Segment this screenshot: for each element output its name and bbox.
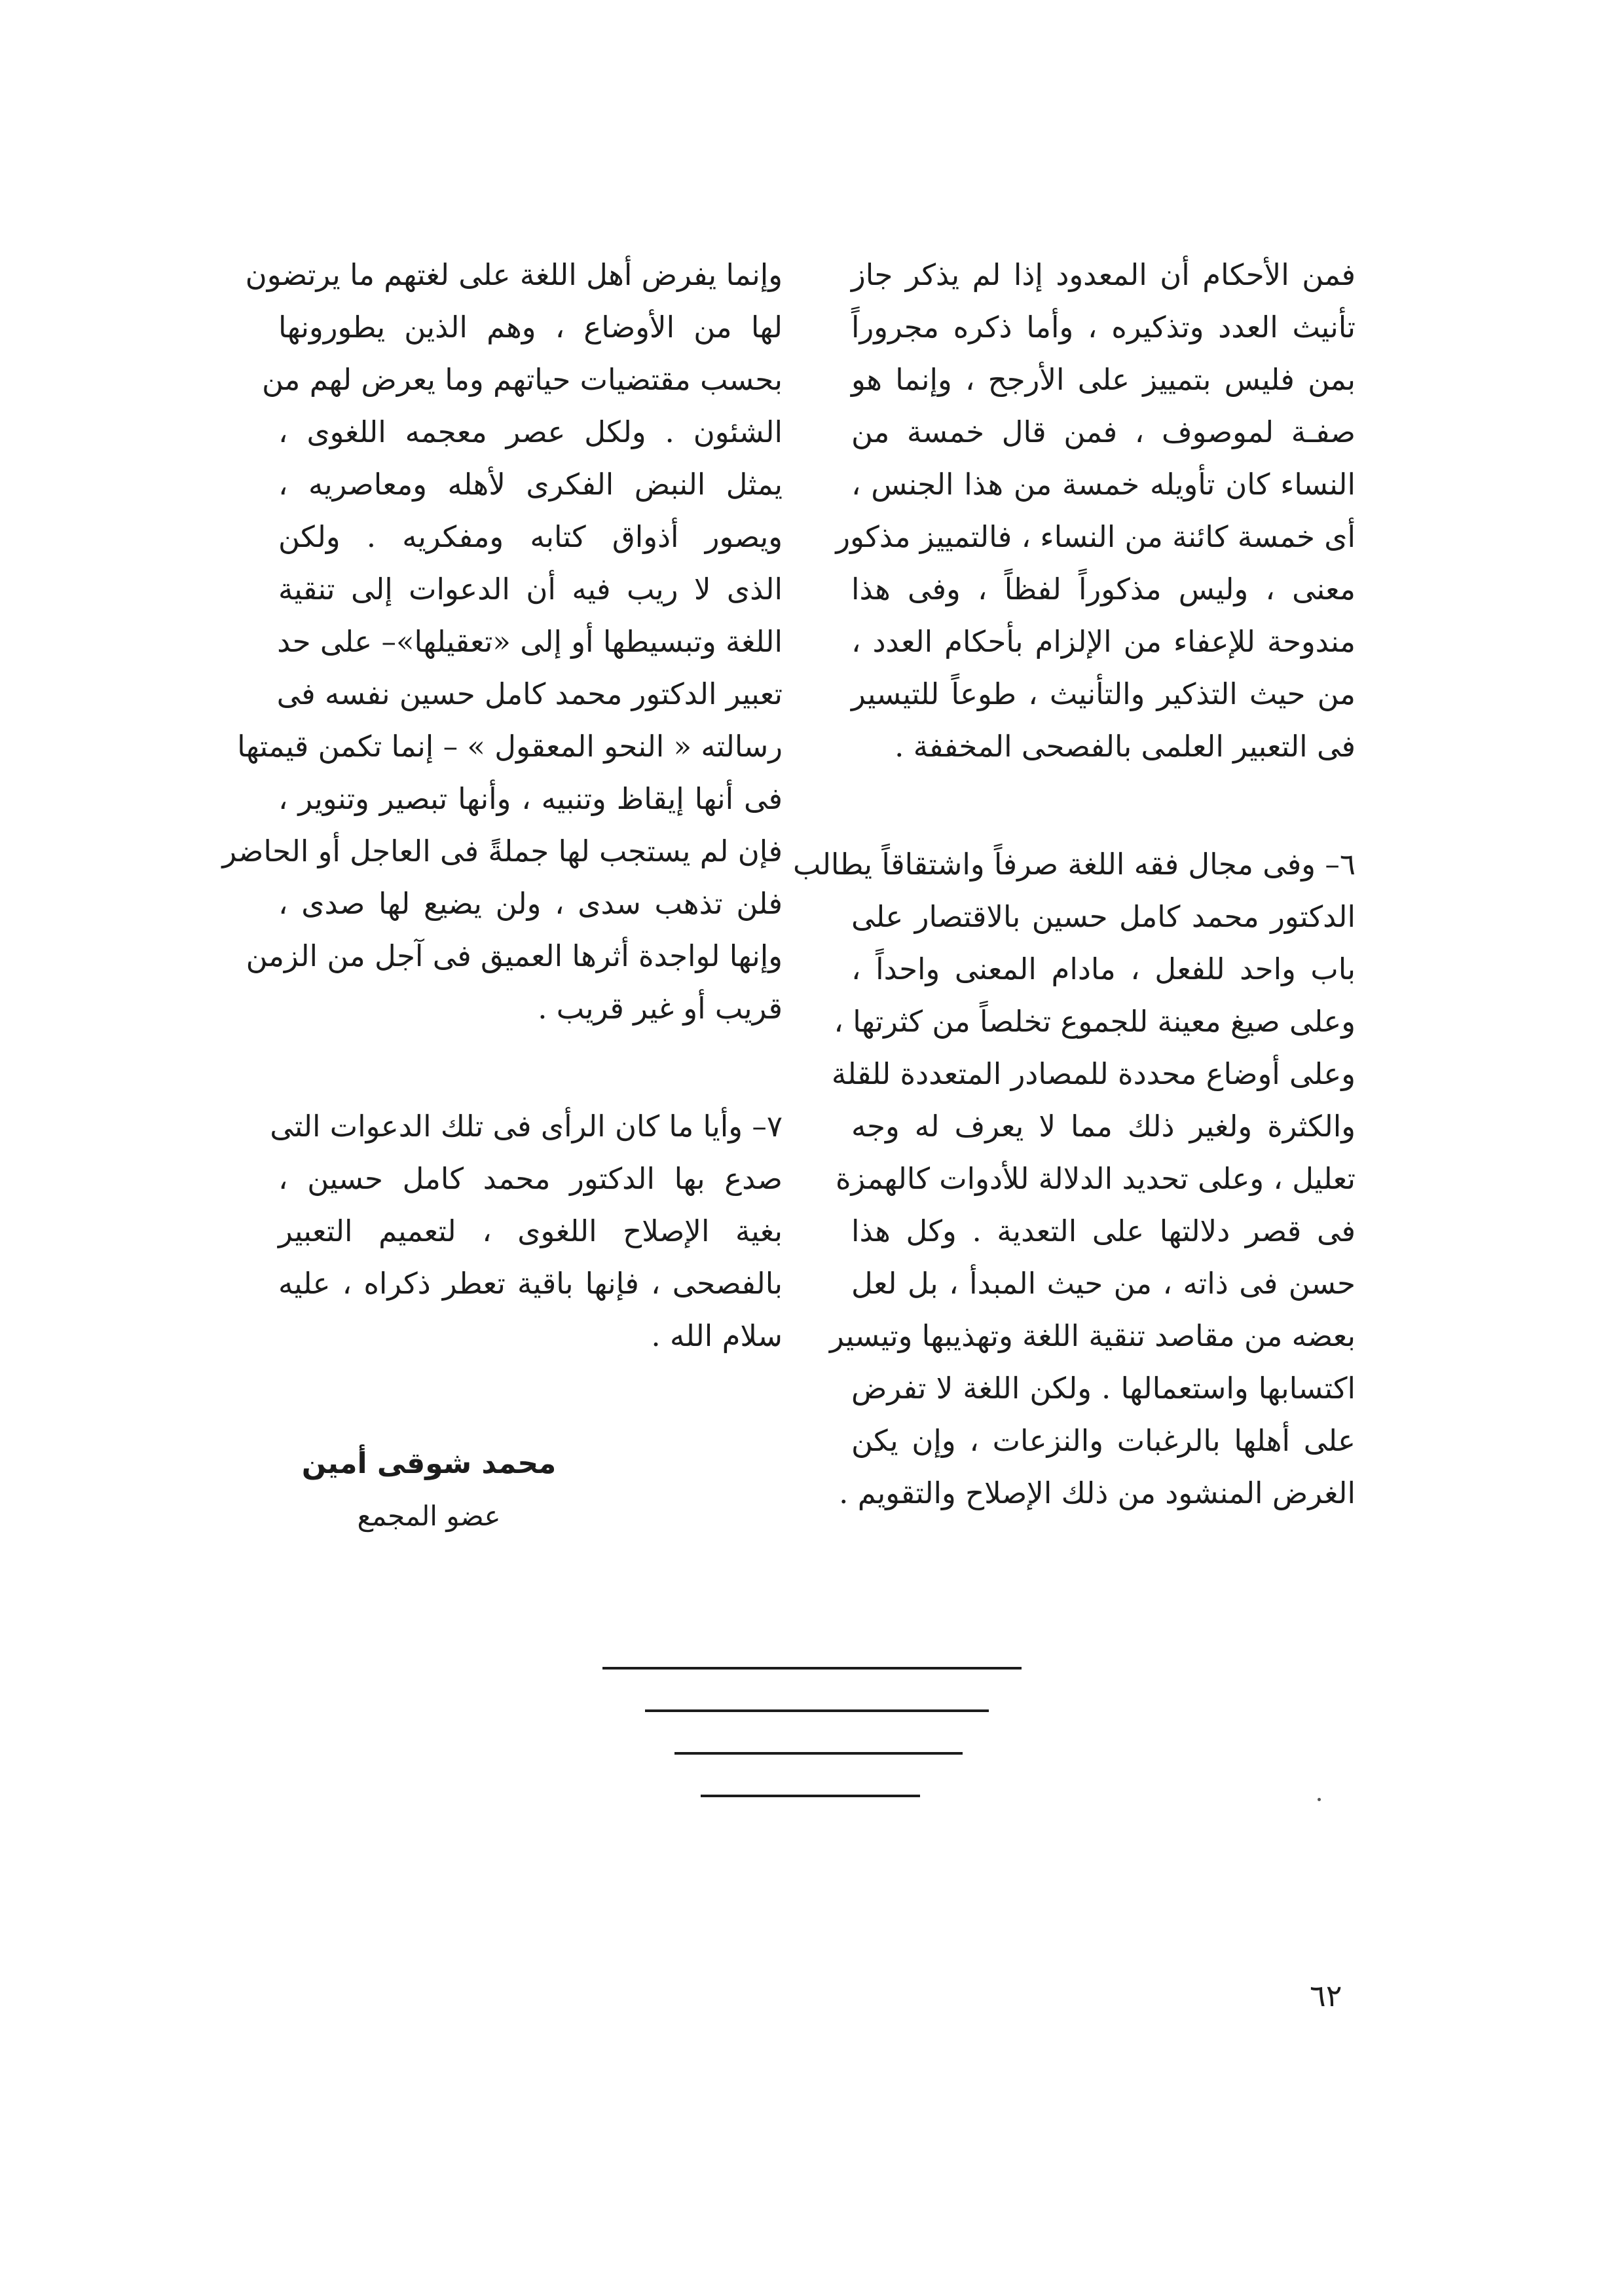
text-line: وعلى أوضاع محددة للمصادر المتعددة للقلة [831, 1056, 1356, 1091]
paragraph-6-fiqh-al-lugha [793, 838, 1356, 1520]
text-line: والكثرة ولغير ذلك مما لا يعرف له وجه [851, 1109, 1356, 1144]
text-line: بغية الإصلاح اللغوى ، لتعميم التعبير [278, 1214, 783, 1248]
text-line: يمثل النبض الفكرى لأهله ومعاصريه ، [278, 467, 783, 502]
divider-rule [701, 1795, 920, 1797]
text-line: قريب أو غير قريب . [538, 991, 783, 1026]
text-line: فإن لم يستجب لها جملةً فى العاجل أو الحاضر [222, 834, 783, 868]
text-line: ٦– وفى مجال فقه اللغة صرفاً واشتقاقاً يطالب [793, 847, 1356, 882]
text-line: الغرض المنشود من ذلك الإصلاح والتقويم . [839, 1476, 1356, 1510]
text-line: اكتسابها واستعمالها . ولكن اللغة لا تفرض [851, 1371, 1356, 1406]
text-line: اللغة وتبسيطها أو إلى «تعقيلها»– على حد [277, 624, 783, 659]
author-name: محمد شوقى أمين [301, 1447, 557, 1480]
text-line: تعليل ، وعلى تحديد الدلالة للأدوات كالهمزة [835, 1161, 1356, 1196]
text-line: بحسب مقتضيات حياتهم وما يعرض لهم من [262, 362, 783, 397]
text-line: حسن فى ذاته ، من حيث المبدأ ، بل لعل [851, 1266, 1356, 1301]
text-line: فمن الأحكام أن المعدود إذا لم يذكر جاز [851, 257, 1356, 292]
author-title: عضو المجمع [357, 1500, 501, 1532]
text-line: من حيث التذكير والتأنيث ، طوعاً للتيسير [851, 677, 1356, 711]
text-line: باب واحد للفعل ، مادام المعنى واحداً ، [851, 952, 1356, 986]
scan-speck [1318, 1798, 1321, 1801]
text-line: على أهلها بالرغبات والنزعات ، وإن يكن [851, 1423, 1356, 1458]
author-signature [278, 1438, 580, 1542]
text-line: الدكتور محمد كامل حسين بالاقتصار على [851, 899, 1356, 934]
text-line: وإنما يفرض أهل اللغة على لغتهم ما يرتضون [245, 257, 783, 292]
text-line: بعضه من مقاصد تنقية اللغة وتهذيبها وتيسير [829, 1318, 1356, 1353]
text-line: وإنها لواجدة أثرها العميق فى آجل من الزمن [246, 939, 783, 973]
divider-rule [674, 1752, 963, 1755]
text-line: تعبير الدكتور محمد كامل حسين نفسه فى [276, 677, 783, 711]
text-line: معنى ، وليس مذكوراً لفظاً ، وفى هذا [851, 572, 1356, 606]
paragraph-continuation [222, 249, 783, 1035]
text-line: سلام الله . [651, 1318, 783, 1353]
text-line: مندوحة للإعفاء من الإلزام بأحكام العدد ، [851, 624, 1356, 659]
text-line: فى التعبير العلمى بالفصحى المخففة . [895, 729, 1356, 764]
right-column [793, 249, 1356, 1520]
divider-rule [602, 1667, 1022, 1670]
text-line: فلن تذهب سدى ، ولن يضيع لها صدى ، [278, 886, 783, 921]
paragraph-7-conclusion [270, 1100, 783, 1362]
text-line: لها من الأوضاع ، وهم الذين يطورونها [278, 310, 783, 345]
text-line: الذى لا ريب فيه أن الدعوات إلى تنقية [278, 572, 783, 606]
text-line: تأنيث العدد وتذكيره ، وأما ذكره مجروراً [851, 310, 1356, 345]
text-line: وعلى صيغ معينة للجموع تخلصاً من كثرتها ، [834, 1004, 1356, 1039]
text-line: بالفصحى ، فإنها باقية تعطر ذكراه ، عليه [278, 1266, 783, 1301]
text-line: النساء كان تأويله خمسة من هذا الجنس ، [851, 467, 1356, 502]
page-number: ٦٢ [1310, 1978, 1342, 2013]
text-line: ٧– وأيا ما كان الرأى فى تلك الدعوات التى [270, 1109, 783, 1144]
text-line: رسالته « النحو المعقول » – إنما تكمن قيمتها [237, 729, 783, 764]
text-line: أى خمسة كائنة من النساء ، فالتمييز مذكور [836, 519, 1356, 554]
text-line: صدع بها الدكتور محمد كامل حسين ، [278, 1161, 783, 1196]
text-line: فى أنها إيقاظ وتنبيه ، وأنها تبصير وتنوير ، [278, 781, 783, 816]
divider-rule [645, 1709, 989, 1712]
left-column [222, 249, 783, 1362]
text-line: صفـة لموصوف ، فمن قال خمسة من [851, 415, 1356, 449]
text-line: بمن فليس بتمييز على الأرجح ، وإنما هو [851, 362, 1356, 397]
paragraph-ahkam-al-adad [836, 249, 1356, 773]
text-line: ويصور أذواق كتابه ومفكريه . ولكن [278, 519, 783, 554]
text-line: الشئون . ولكل عصر معجمه اللغوى ، [278, 415, 783, 449]
text-line: فى قصر دلالتها على التعدية . وكل هذا [851, 1214, 1356, 1248]
